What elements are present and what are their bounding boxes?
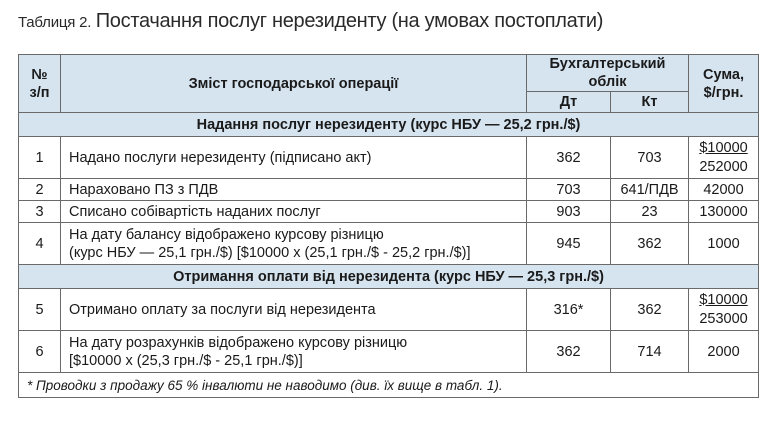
section-row <box>19 113 759 137</box>
footnote: * Проводки з продажу 65 % інвалюти не наводимо (див. їх вище в табл. 1). <box>19 373 759 398</box>
caption-label: Таблиця 2. <box>18 14 92 31</box>
header-sum-line2: $/грн. <box>703 84 744 101</box>
row-sum <box>689 289 759 331</box>
row-description: Отримано оплату за послуги від нерезидента <box>61 289 527 331</box>
header-credit: Кт <box>611 92 689 113</box>
row-credit: 714 <box>611 331 689 373</box>
row-credit: 703 <box>611 137 689 179</box>
row-sum: 42000 <box>689 179 759 201</box>
section-title: Отримання оплати від нерезидента (курс НБУ — 25,3 грн./$) <box>19 265 759 289</box>
header-number-line2: з/п <box>29 84 50 101</box>
row-sum: 130000 <box>689 201 759 223</box>
row-debit: 362 <box>527 137 611 179</box>
row-number: 3 <box>19 201 61 223</box>
table-row <box>19 179 759 201</box>
row-description <box>61 331 527 373</box>
row-credit: 23 <box>611 201 689 223</box>
table-row <box>19 201 759 223</box>
sum-currency: $10000 <box>699 291 748 308</box>
row-credit: 362 <box>611 223 689 265</box>
header-number-line1: № <box>31 66 48 83</box>
row-description: Надано послуги нерезиденту (підписано акт) <box>61 137 527 179</box>
row-debit: 703 <box>527 179 611 201</box>
table-row <box>19 289 759 331</box>
row-credit: 362 <box>611 289 689 331</box>
header-debit: Дт <box>527 92 611 113</box>
row-description: Нараховано ПЗ з ПДВ <box>61 179 527 201</box>
row-debit: 945 <box>527 223 611 265</box>
operations-table <box>18 54 759 398</box>
row-sum: 2000 <box>689 331 759 373</box>
header-sum-line1: Сума, <box>703 66 744 83</box>
row-number: 4 <box>19 223 61 265</box>
row-credit: 641/ПДВ <box>611 179 689 201</box>
row-debit: 903 <box>527 201 611 223</box>
row-number: 5 <box>19 289 61 331</box>
row-number: 6 <box>19 331 61 373</box>
table-caption <box>18 10 603 33</box>
section-title: Надання послуг нерезиденту (курс НБУ — 25,2 грн./$) <box>19 113 759 137</box>
row-description-line1: На дату розрахунків відображено курсову різницю <box>69 334 408 351</box>
sum-uah: 253000 <box>699 310 748 327</box>
row-description: Списано собівартість наданих послуг <box>61 201 527 223</box>
row-description-line1: На дату балансу відображено курсову різницю <box>69 226 384 243</box>
header-accounting: Бухгалтерський облік <box>527 55 689 92</box>
row-number: 1 <box>19 137 61 179</box>
table-row <box>19 137 759 179</box>
header-number <box>19 55 61 113</box>
sum-currency: $10000 <box>699 139 748 156</box>
row-number: 2 <box>19 179 61 201</box>
table-row <box>19 331 759 373</box>
row-sum: 1000 <box>689 223 759 265</box>
table-row <box>19 223 759 265</box>
row-sum <box>689 137 759 179</box>
header-content: Зміст господарської операції <box>61 55 527 113</box>
caption-title: Постачання послуг нерезиденту (на умовах постоплати) <box>95 10 604 32</box>
header-sum <box>689 55 759 113</box>
section-row <box>19 265 759 289</box>
footnote-row <box>19 373 759 398</box>
row-description-line2: [$10000 х (25,3 грн./$ - 25,1 грн./$)] <box>69 352 303 369</box>
row-description <box>61 223 527 265</box>
row-description-line2: (курс НБУ — 25,1 грн./$) [$10000 х (25,1 грн./$ - 25,2 грн./$)] <box>69 244 471 261</box>
header-row-1 <box>19 55 759 92</box>
row-debit: 316* <box>527 289 611 331</box>
sum-uah: 252000 <box>699 158 748 175</box>
row-debit: 362 <box>527 331 611 373</box>
